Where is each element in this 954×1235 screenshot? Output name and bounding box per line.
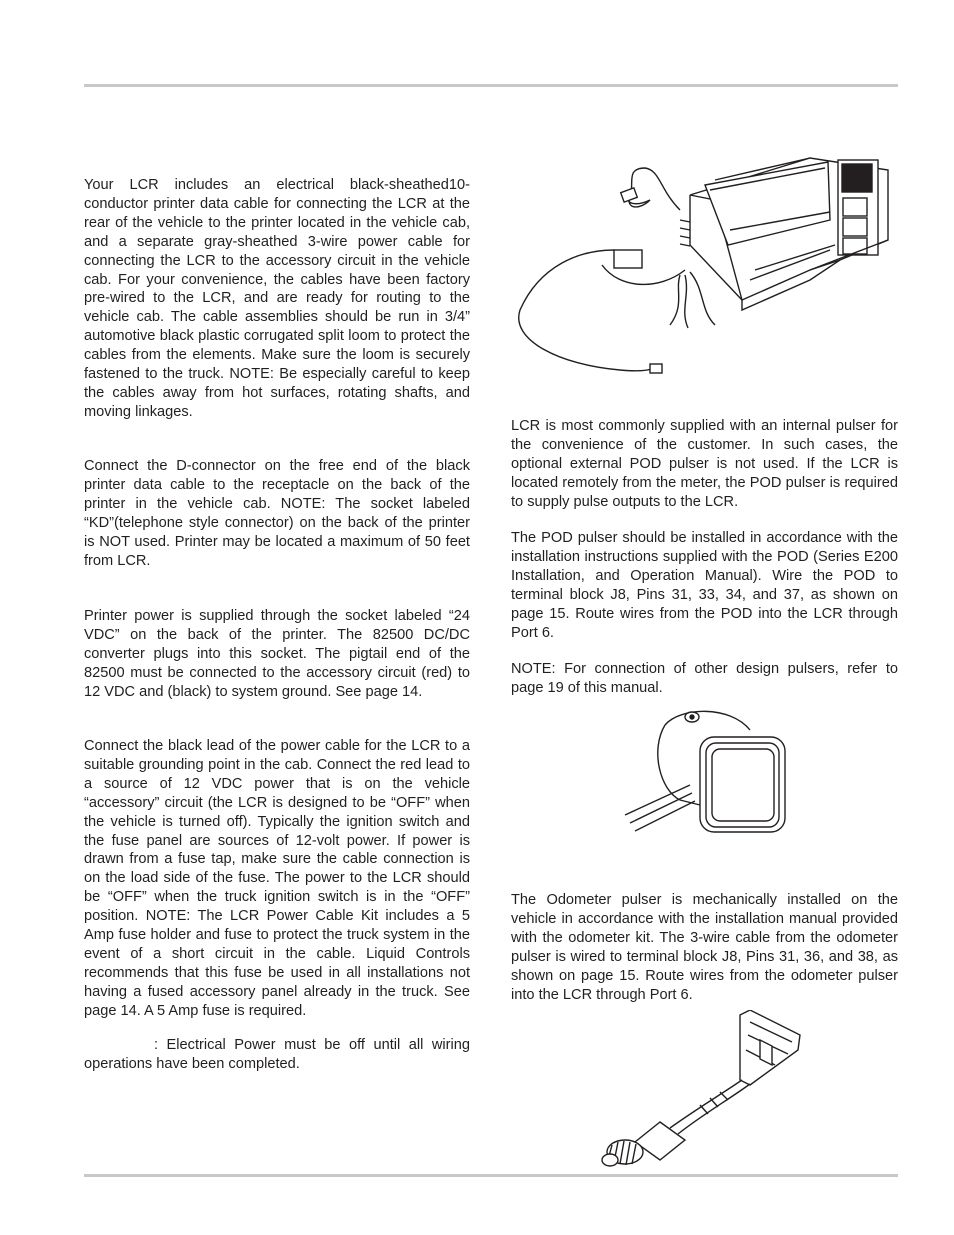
pod-pulser-illustration (620, 705, 790, 835)
printer-illustration (510, 150, 898, 388)
left-column-4 (84, 737, 470, 1021)
printer-figure (510, 150, 898, 388)
right-column-4 (511, 891, 898, 1004)
internal-pulser-paragraph: LCR is most commonly supplied with an internal pulser for the convenience of the customer. In such cases, the optional external POD pulser is not used. If the LCR is located remotely from the meter, the POD pulser is required to supply pulse outputs to the LCR. (511, 418, 898, 510)
right-column-2 (511, 529, 898, 642)
printer-power-paragraph: Printer power is supplied through the socket labeled “24 VDC” on the back of the printer. The 82500 DC/DC converter plugs into this socket. The pigtail end of the 82500 must be connected to the accessory circuit (red) to 12 VDC and (black) to system ground. See page 14. (84, 608, 470, 700)
lcr-power-paragraph: Connect the black lead of the power cable for the LCR to a suitable grounding point in the cab. Connect the red lead to a source of 12 VDC power that is on the vehicle “accessory” circuit (the LCR is designed to be “OFF” when the vehicle is turned off). Typically the ignition switch and the fuse panel are sources of 12-volt power. If power is drawn from a fuse tap, make sure the cable connection is on the load side of the fuse. The power to the LCR should be “OFF” when the truck ignition switch is in the “OFF” position. NOTE: The LCR Power Cable Kit includes a 5 Amp fuse holder and fuse to protect the truck system in the event of a short circuit in the cable. Liquid Controls recommends that this fuse be used in all installations not having a fused accessory panel already in the truck. See page 14. A 5 Amp fuse is required. (84, 738, 470, 1019)
pod-install-paragraph: The POD pulser should be installed in accordance with the installation instructions supplied with the POD (Series E200 Installation, and Operation Manual). Wire the POD to terminal block J8, Pins 31, 33, 34, and 37, as shown on page 15. Route wires from the POD into the LCR through Port 6. (511, 530, 898, 641)
footer-rule (84, 1174, 898, 1177)
right-column-3 (511, 660, 898, 698)
odometer-pulser-illustration (600, 1010, 810, 1170)
warning-paragraph: : Electrical Power must be off until all wiring operations have been completed. (84, 1037, 470, 1072)
printer-cable-paragraph: Your LCR includes an electrical black-sheathed10-conductor printer data cable for connecting the LCR at the rear of the vehicle to the printer located in the vehicle cab, and a separate gray-sheathed 3-wire power cable for connecting the LCR to the accessory circuit in the vehicle cab. For your convenience, the cables have been factory pre-wired to the LCR, and are ready for routing to the vehicle cab. The cable assemblies should be run in 3/4” automotive black plastic corrugated split loom to protect the cables from the elements. Make sure the loom is securely fastened to the truck. NOTE: Be especially careful to keep the cables away from hot surfaces, rotating shafts, and moving linkages. (84, 177, 470, 420)
left-column-5 (84, 1036, 470, 1074)
left-column-2 (84, 457, 470, 570)
pod-figure (620, 705, 790, 835)
left-column-3 (84, 607, 470, 702)
d-connector-paragraph: Connect the D-connector on the free end of the black printer data cable to the receptacle on the back of the printer in the vehicle cab. NOTE: The socket labeled “KD”(telephone style connector) on the back of the printer is NOT used. Printer may be located a maximum of 50 feet from LCR. (84, 458, 470, 569)
header-rule (84, 84, 898, 87)
right-column (511, 417, 898, 512)
odometer-paragraph: The Odometer pulser is mechanically installed on the vehicle in accordance with the installation manual provided with the odometer kit. The 3-wire cable from the odometer pulser is wired to terminal block J8, Pins 31, 36, and 38, as shown on page 15. Route wires from the odometer pulser into the LCR through Port 6. (511, 892, 898, 1003)
other-pulsers-paragraph: NOTE: For connection of other design pulsers, refer to page 19 of this manual. (511, 661, 898, 696)
odometer-figure (600, 1010, 810, 1170)
left-column (84, 176, 470, 420)
